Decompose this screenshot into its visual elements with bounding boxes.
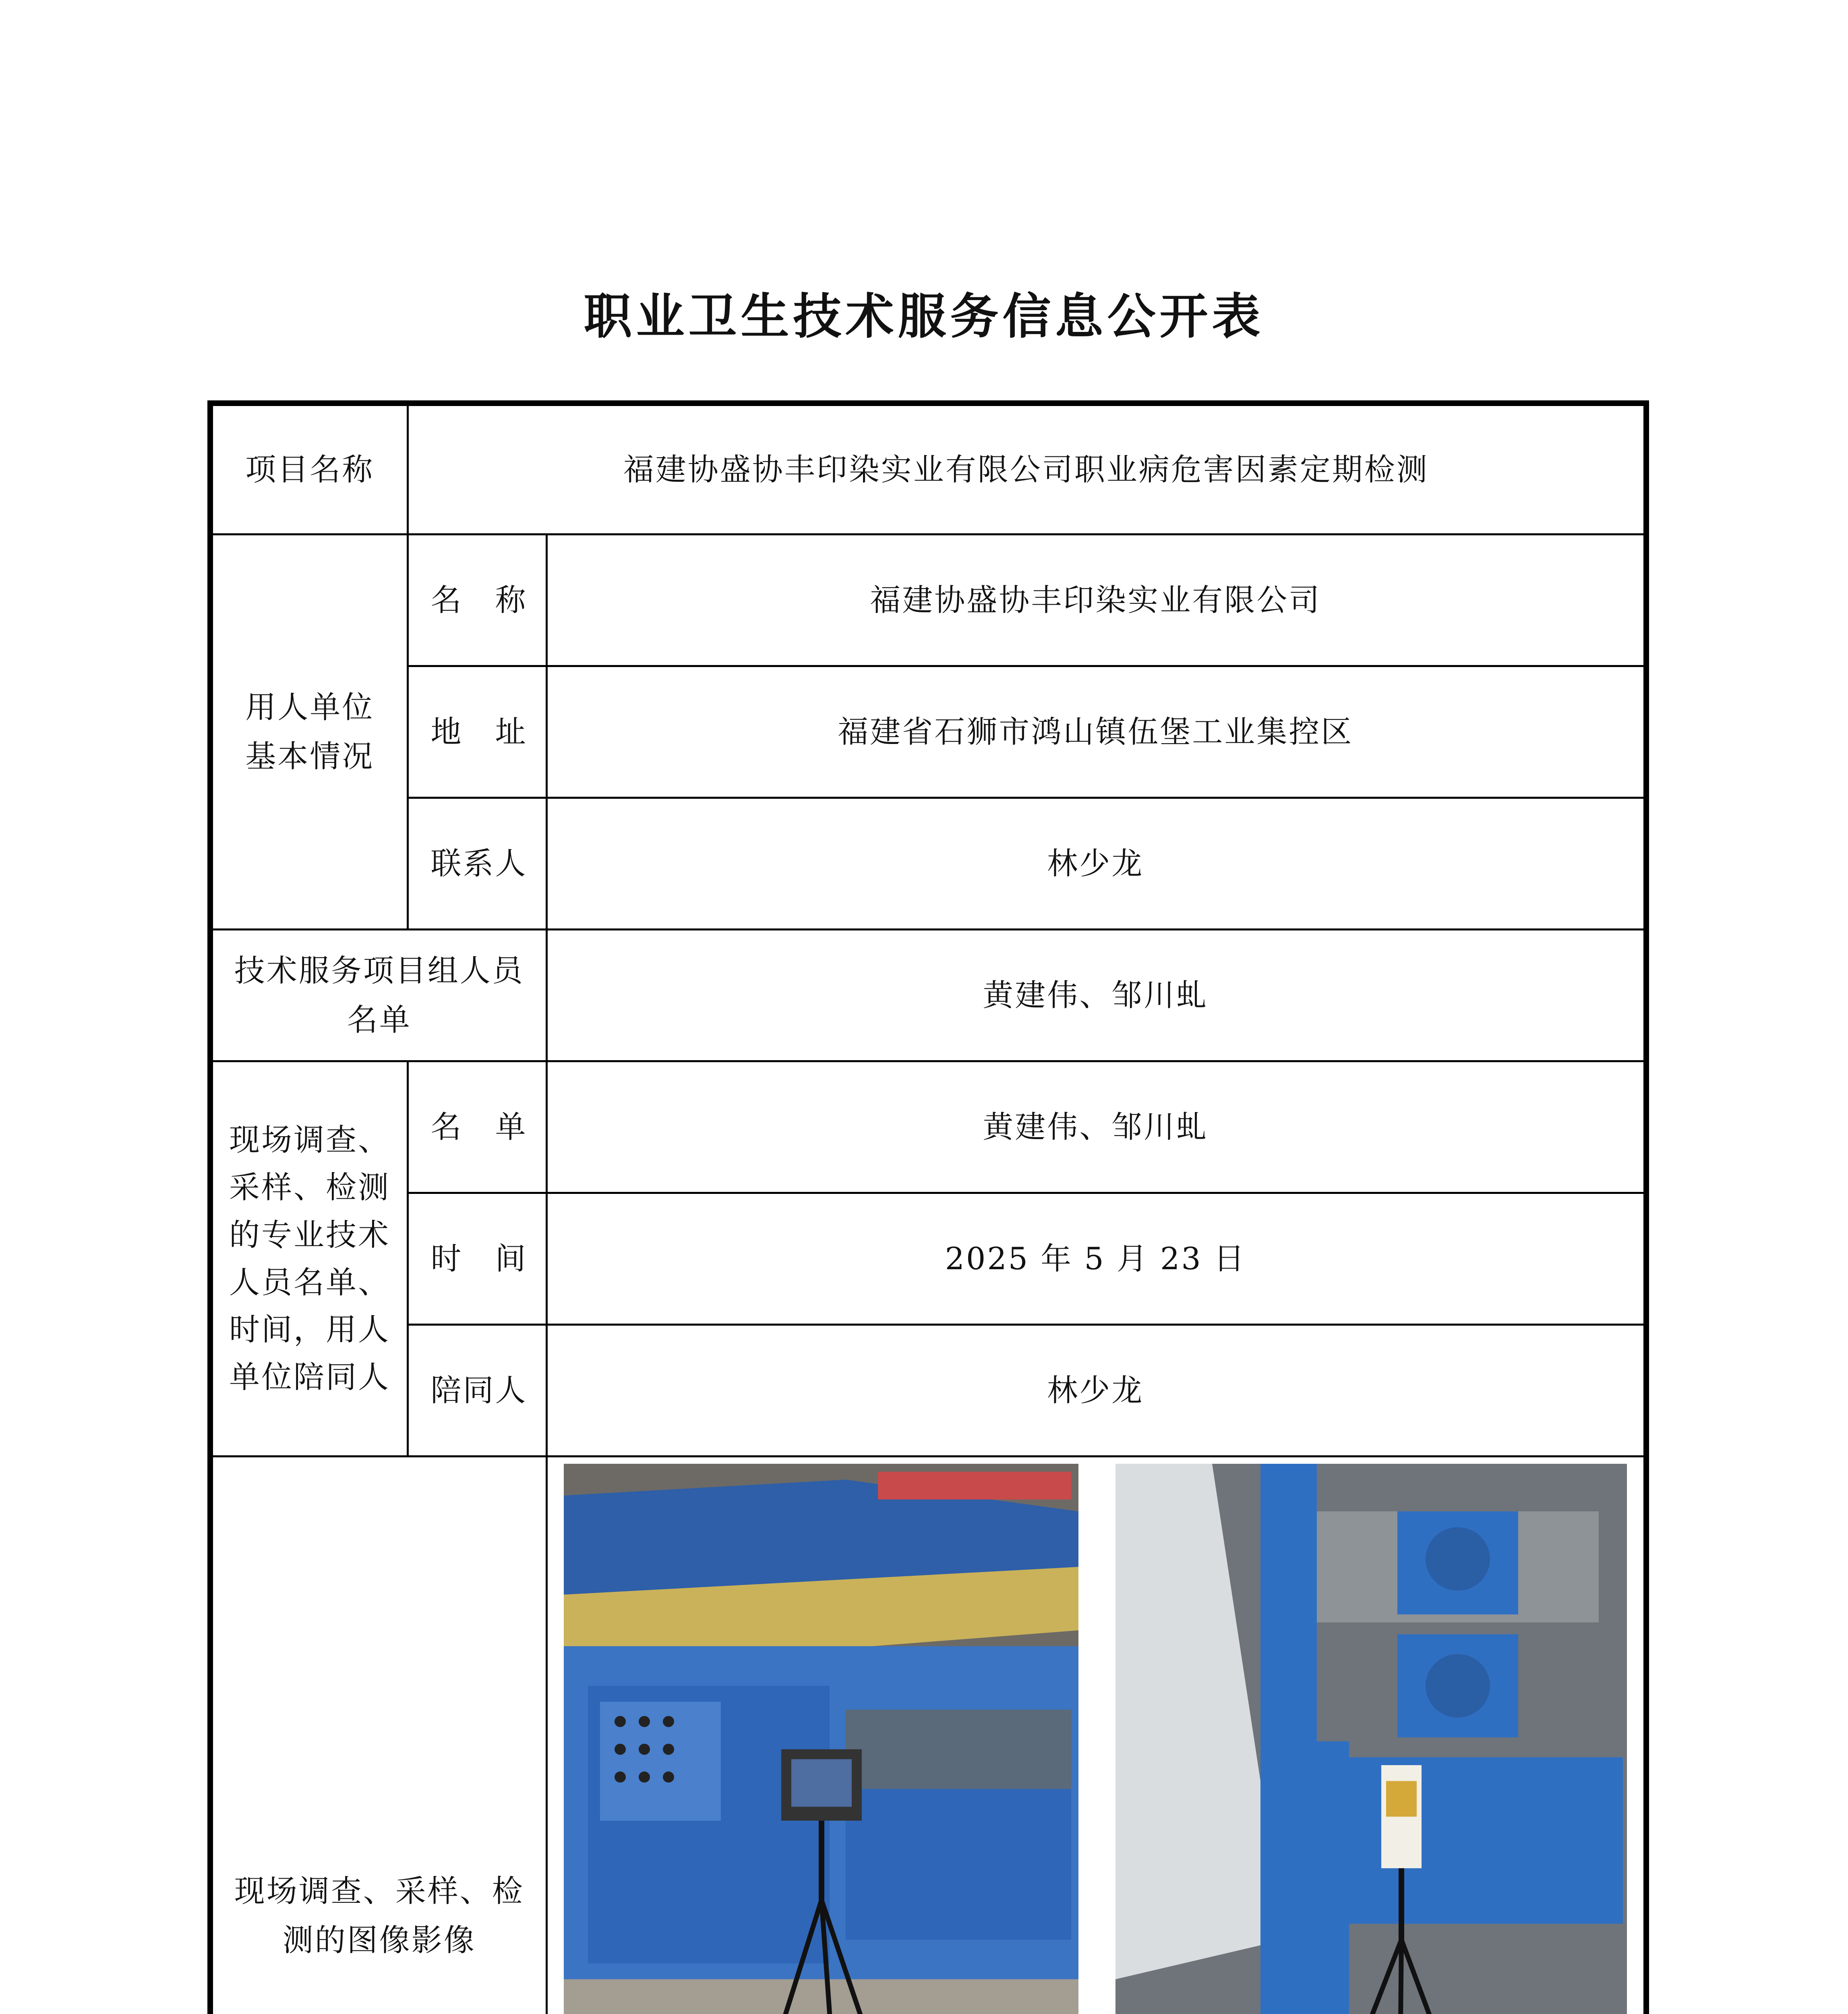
site-photo-1-image	[564, 1464, 1078, 2014]
row-employer-address	[210, 666, 1646, 798]
page-title: 职业卫生技术服务信息公开表	[584, 288, 1264, 345]
site-photo-2	[1115, 1464, 1627, 2014]
site-photo-1	[564, 1464, 1078, 2014]
survey-label-line2: 采样、检测	[229, 1169, 390, 1205]
survey-names-label: 名 单	[408, 1061, 546, 1193]
site-photo-2-image	[1115, 1464, 1627, 2014]
team-label-line1: 技术服务项目组人员	[234, 952, 524, 988]
employer-name-label: 名 称	[408, 534, 546, 666]
employer-name-value: 福建协盛协丰印染实业有限公司	[546, 534, 1646, 666]
row-project	[210, 403, 1646, 534]
images-label-line2: 测的图像影像	[282, 1922, 476, 1958]
team-label	[210, 929, 546, 1061]
survey-names-value: 黄建伟、邹川虬	[546, 1061, 1646, 1193]
row-survey-time	[210, 1193, 1646, 1324]
project-value: 福建协盛协丰印染实业有限公司职业病危害因素定期检测	[408, 403, 1646, 534]
team-label-line2: 名单	[347, 1001, 412, 1038]
survey-label-line6: 单位陪同人	[229, 1359, 390, 1395]
survey-label-line1: 现场调查、	[229, 1122, 390, 1158]
employer-contact-value: 林少龙	[546, 798, 1646, 929]
survey-label-line4: 人员名单、	[229, 1264, 390, 1300]
employer-address-value: 福建省石狮市鸿山镇伍堡工业集控区	[546, 666, 1646, 798]
project-label: 项目名称	[210, 403, 408, 534]
employer-label-line1: 用人单位	[245, 689, 375, 725]
survey-label-line5: 时间，用人	[229, 1312, 390, 1348]
images-cell	[546, 1456, 1646, 2014]
images-label	[210, 1456, 546, 2014]
survey-escort-value: 林少龙	[546, 1324, 1646, 1456]
employer-label-line2: 基本情况	[245, 738, 375, 774]
info-table	[207, 400, 1649, 2014]
survey-time-label: 时 间	[408, 1193, 546, 1324]
row-employer-contact	[210, 798, 1646, 929]
survey-time-value: 2025 年 5 月 23 日	[546, 1193, 1646, 1324]
images-label-line1: 现场调查、采样、检	[234, 1873, 524, 1909]
row-survey-names	[210, 1061, 1646, 1193]
survey-escort-label: 陪同人	[408, 1324, 546, 1456]
row-survey-escort	[210, 1324, 1646, 1456]
survey-label-line3: 的专业技术	[229, 1216, 390, 1253]
row-images	[210, 1456, 1646, 2014]
team-value: 黄建伟、邹川虬	[546, 929, 1646, 1061]
row-employer-name	[210, 534, 1646, 666]
employer-address-label: 地 址	[408, 666, 546, 798]
employer-contact-label: 联系人	[408, 798, 546, 929]
survey-label	[210, 1061, 408, 1456]
employer-label	[210, 534, 408, 929]
row-team	[210, 929, 1646, 1061]
